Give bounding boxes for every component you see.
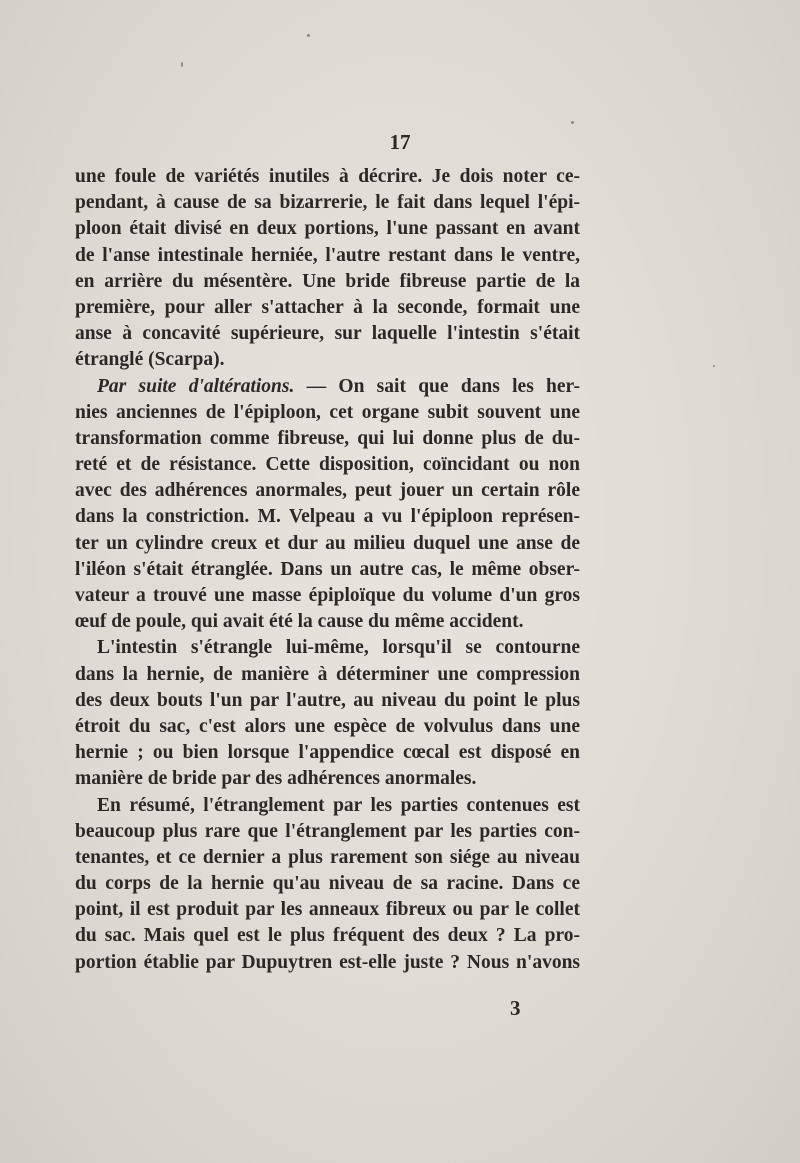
text-line: étroit du sac, c'est alors une espèce de volvulus dans une	[75, 715, 580, 737]
paper-speck	[571, 121, 574, 124]
text-line: avec des adhérences anormales, peut jouer un certain rôle	[75, 480, 580, 502]
text-line: tenantes, et ce dernier a plus rarement son siége au niveau	[75, 846, 580, 868]
text-line	[75, 374, 580, 400]
page-number: 17	[389, 130, 411, 154]
paper-speck	[181, 62, 183, 67]
text-line: étranglé (Scarpa).	[75, 349, 225, 371]
text-line: du corps de la hernie qu'au niveau de sa racine. Dans ce	[75, 873, 580, 895]
text-line-rest: — On sait que dans les her-	[294, 375, 580, 397]
text-line: l'iléon s'était étranglée. Dans un autre cas, le même obser-	[75, 558, 580, 580]
text-line: ploon était divisé en deux portions, l'une passant en avant	[75, 218, 580, 240]
text-line: dans la hernie, de manière à déterminer une compression	[75, 663, 580, 685]
text-line: dans la constriction. M. Velpeau a vu l'épiploon représen-	[75, 506, 580, 528]
text-line: première, pour aller s'attacher à la seconde, formait une	[75, 296, 580, 318]
paper-speck	[713, 365, 715, 367]
text-line: de l'anse intestinale herniée, l'autre restant dans le ventre,	[75, 244, 580, 266]
text-line: hernie ; ou bien lorsque l'appendice cœcal est disposé en	[75, 742, 580, 764]
text-line: pendant, à cause de sa bizarrerie, le fait dans lequel l'épi-	[75, 192, 580, 214]
text-line: nies anciennes de l'épiploon, cet organe subit souvent une	[75, 401, 580, 423]
text-line: point, il est produit par les anneaux fibreux ou par le collet	[75, 899, 580, 921]
text-line: anse à concavité supérieure, sur laquelle l'intestin s'était	[75, 323, 580, 345]
text-line: portion établie par Dupuytren est-elle juste ? Nous n'avons	[75, 951, 580, 973]
text-line: beaucoup plus rare que l'étranglement par les parties con-	[75, 820, 580, 842]
section-heading: Par suite d'altérations.	[97, 375, 295, 397]
text-line: L'intestin s'étrangle lui-même, lorsqu'il se contourne	[97, 637, 580, 659]
text-line: ter un cylindre creux et dur au milieu duquel une anse de	[75, 532, 580, 554]
text-line: œuf de poule, qui avait été la cause du même accident.	[75, 611, 524, 633]
text-line: manière de bride par des adhérences anormales.	[75, 768, 477, 790]
text-line: en arrière du mésentère. Une bride fibreuse partie de la	[75, 270, 580, 292]
text-line: reté et de résistance. Cette disposition, coïncidant ou non	[75, 454, 580, 476]
text-line: des deux bouts l'un par l'autre, au niveau du point le plus	[75, 689, 580, 711]
signature-mark: 3	[510, 996, 521, 1020]
body-text	[75, 164, 580, 976]
text-line: En résumé, l'étranglement par les parties contenues est	[97, 794, 580, 816]
text-line: vateur a trouvé une masse épiploïque du volume d'un gros	[75, 585, 580, 606]
text-line: une foule de variétés inutiles à décrire. Je dois noter ce-	[75, 166, 580, 187]
text-line: transformation comme fibreuse, qui lui donne plus de du-	[75, 427, 580, 449]
text-line: du sac. Mais quel est le plus fréquent des deux ? La pro-	[75, 925, 580, 947]
paper-speck	[307, 34, 310, 37]
